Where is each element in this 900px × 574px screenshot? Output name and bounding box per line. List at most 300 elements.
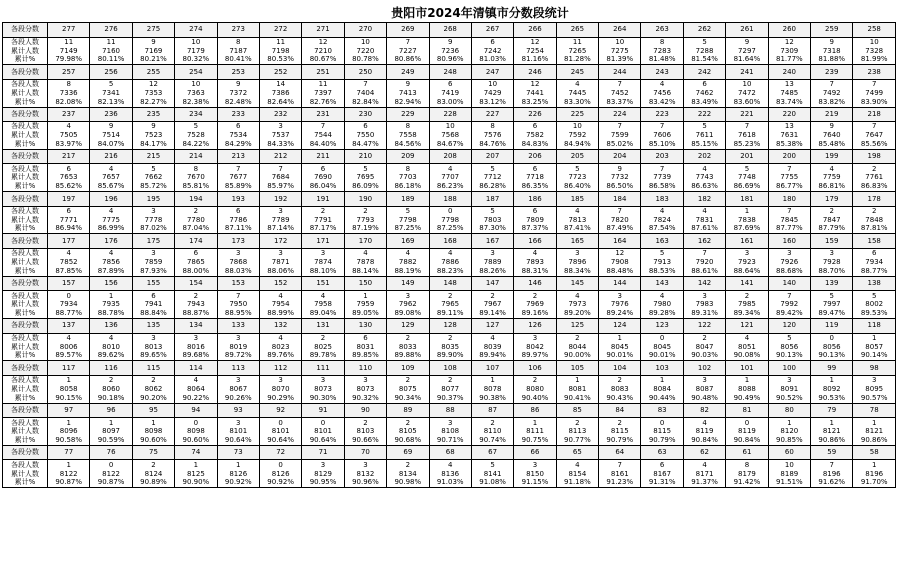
data-row-labels — [3, 460, 48, 488]
stat-cell — [768, 375, 810, 403]
count-value: 1 — [490, 376, 495, 385]
percent-value: 86.63% — [691, 182, 718, 191]
score-cell: 140 — [768, 276, 810, 291]
cumulative-value: 8115 — [653, 427, 672, 436]
percent-value: 90.29% — [267, 393, 294, 402]
score-cell: 201 — [726, 149, 768, 164]
percent-value: 90.14% — [860, 351, 888, 360]
percent-value: 89.97% — [521, 351, 549, 360]
stat-cell — [556, 37, 598, 65]
count-value: 3 — [405, 291, 411, 300]
stat-cell — [599, 333, 641, 361]
stat-cell — [514, 206, 556, 234]
percent-value: 90.37% — [436, 393, 464, 402]
stat-cell — [599, 418, 641, 446]
score-cell: 213 — [217, 149, 259, 164]
stat-cell — [48, 460, 90, 488]
score-header-label: 各段分数 — [3, 23, 48, 38]
score-cell: 149 — [387, 276, 429, 291]
cumulative-value: 8070 — [271, 384, 290, 393]
percent-value: 82.38% — [182, 97, 210, 106]
cumulative-value: 7935 — [102, 300, 120, 309]
count-value: 7 — [236, 164, 241, 173]
score-cell: 232 — [259, 107, 301, 122]
percent-value: 85.38% — [775, 139, 803, 148]
cumulative-value: 7528 — [186, 131, 205, 140]
stat-cell — [175, 206, 217, 234]
cumulative-value: 7780 — [186, 215, 205, 224]
stat-cell — [259, 206, 301, 234]
count-value: 9 — [108, 122, 114, 131]
cumulative-value: 7640 — [822, 131, 841, 140]
count-value: 1 — [151, 418, 156, 427]
score-cell: 174 — [175, 234, 217, 249]
cumulative-value: 7856 — [102, 258, 120, 267]
stat-cell — [641, 37, 683, 65]
label-count: 各段人数 — [11, 80, 39, 89]
stat-cell — [641, 164, 683, 192]
score-cell: 240 — [768, 65, 810, 80]
score-cell: 252 — [259, 65, 301, 80]
count-value: 3 — [787, 249, 792, 258]
cumulative-value: 7550 — [356, 131, 375, 140]
score-header-label: 各段分数 — [3, 149, 48, 164]
percent-value: 80.67% — [309, 55, 337, 64]
cumulative-value: 8056 — [822, 342, 841, 351]
score-cell: 79 — [811, 403, 853, 418]
stat-cell — [514, 164, 556, 192]
score-cell: 226 — [514, 107, 556, 122]
cumulative-value: 7283 — [653, 46, 672, 55]
stat-cell — [641, 418, 683, 446]
stat-cell — [259, 122, 301, 150]
percent-value: 90.38% — [479, 393, 506, 402]
percent-value: 91.31% — [648, 478, 676, 487]
cumulative-value: 7848 — [865, 215, 884, 224]
score-cell: 125 — [556, 319, 598, 334]
stat-cell — [344, 460, 386, 488]
score-cell: 255 — [132, 65, 174, 80]
percent-value: 90.64% — [267, 435, 294, 444]
stat-cell — [811, 418, 853, 446]
percent-value: 83.82% — [818, 97, 846, 106]
percent-value: 79.98% — [55, 55, 83, 64]
cumulative-value: 8092 — [822, 384, 841, 393]
cumulative-value: 8045 — [653, 342, 672, 351]
score-cell: 170 — [344, 234, 386, 249]
cumulative-value: 8025 — [314, 342, 332, 351]
cumulative-value: 8150 — [526, 469, 544, 478]
score-cell: 189 — [387, 192, 429, 207]
score-cell: 222 — [683, 107, 725, 122]
count-value: 1 — [871, 418, 877, 427]
count-value: 1 — [659, 376, 665, 385]
score-cell: 60 — [768, 445, 810, 460]
cumulative-value: 8154 — [568, 469, 587, 478]
stat-cell — [726, 206, 768, 234]
cumulative-value: 8124 — [144, 469, 163, 478]
label-count: 各段人数 — [11, 164, 39, 173]
cumulative-value: 8196 — [822, 469, 841, 478]
stat-cell — [768, 248, 810, 276]
score-cell: 108 — [429, 361, 471, 376]
count-value: 3 — [193, 333, 199, 342]
stat-cell — [175, 291, 217, 319]
stat-cell — [429, 164, 471, 192]
cumulative-value: 7662 — [144, 173, 163, 182]
score-cell: 228 — [429, 107, 471, 122]
score-cell: 194 — [175, 192, 217, 207]
cumulative-value: 7824 — [653, 215, 672, 224]
score-cell: 180 — [768, 192, 810, 207]
cumulative-value: 7908 — [610, 258, 629, 267]
count-value: 6 — [447, 80, 453, 89]
count-value: 0 — [108, 460, 114, 469]
percent-value: 90.86% — [818, 435, 846, 444]
count-value: 1 — [236, 460, 241, 469]
cumulative-value: 7198 — [271, 46, 290, 55]
score-cell: 175 — [132, 234, 174, 249]
score-header-label: 各段分数 — [3, 319, 48, 334]
score-header-label: 各段分数 — [3, 234, 48, 249]
stat-cell — [471, 248, 513, 276]
cumulative-value: 8035 — [441, 342, 460, 351]
score-cell: 208 — [429, 149, 471, 164]
label-count: 各段人数 — [11, 291, 39, 300]
percent-value: 87.93% — [140, 266, 167, 275]
count-value: 7 — [617, 80, 622, 89]
count-value: 3 — [278, 207, 283, 216]
cumulative-value: 8064 — [186, 384, 205, 393]
cumulative-value: 7210 — [314, 46, 332, 55]
percent-value: 86.83% — [860, 182, 888, 191]
percent-value: 87.25% — [436, 224, 464, 233]
cumulative-value: 7980 — [653, 300, 672, 309]
score-cell: 117 — [48, 361, 90, 376]
stat-cell — [514, 291, 556, 319]
score-cell: 230 — [344, 107, 386, 122]
cumulative-value: 7965 — [441, 300, 460, 309]
count-value: 7 — [405, 37, 411, 46]
stat-cell — [471, 291, 513, 319]
percent-value: 80.53% — [267, 55, 294, 64]
count-value: 8 — [405, 122, 411, 131]
label-count: 各段人数 — [11, 418, 39, 427]
percent-value: 82.27% — [140, 97, 167, 106]
count-value: 1 — [744, 207, 750, 216]
score-header-row — [3, 23, 896, 38]
count-value: 3 — [278, 376, 283, 385]
percent-value: 85.62% — [55, 182, 83, 191]
cumulative-value: 7456 — [653, 88, 672, 97]
stat-cell — [514, 418, 556, 446]
percent-value: 88.19% — [394, 266, 422, 275]
count-value: 5 — [193, 122, 199, 131]
count-value: 4 — [278, 333, 283, 342]
count-value: 12 — [149, 80, 158, 89]
percent-value: 89.85% — [352, 351, 379, 360]
percent-value: 87.04% — [182, 224, 210, 233]
score-cell: 71 — [302, 445, 344, 460]
percent-value: 81.03% — [479, 55, 506, 64]
stat-cell — [429, 248, 471, 276]
score-cell: 256 — [90, 65, 132, 80]
stat-cell — [853, 333, 896, 361]
percent-value: 91.08% — [479, 478, 506, 487]
cumulative-value: 7820 — [610, 215, 629, 224]
cumulative-value: 7611 — [695, 131, 714, 140]
stat-cell — [344, 37, 386, 65]
count-value: 12 — [318, 37, 328, 46]
count-value: 9 — [617, 164, 622, 173]
percent-value: 87.37% — [521, 224, 549, 233]
cumulative-value: 8013 — [144, 342, 163, 351]
percent-value: 91.03% — [436, 478, 464, 487]
cumulative-value: 8171 — [695, 469, 714, 478]
stat-cell — [259, 37, 301, 65]
count-value: 2 — [490, 418, 495, 427]
stat-cell — [768, 418, 810, 446]
score-cell: 172 — [259, 234, 301, 249]
data-row — [3, 79, 896, 107]
percent-value: 82.48% — [224, 97, 252, 106]
stat-cell — [683, 248, 725, 276]
cumulative-value: 8096 — [59, 427, 78, 436]
stat-cell — [175, 418, 217, 446]
score-cell: 77 — [48, 445, 90, 460]
stat-cell — [175, 79, 217, 107]
stat-cell — [344, 418, 386, 446]
stat-cell — [387, 460, 429, 488]
stat-cell — [471, 37, 513, 65]
data-row-labels — [3, 248, 48, 276]
count-value: 11 — [276, 37, 286, 46]
count-value: 10 — [784, 460, 794, 469]
stat-cell — [768, 333, 810, 361]
count-value: 3 — [320, 460, 326, 469]
count-value: 3 — [278, 249, 283, 258]
cumulative-value: 7732 — [610, 173, 629, 182]
count-value: 2 — [575, 418, 580, 427]
percent-value: 90.44% — [648, 393, 676, 402]
percent-value: 91.70% — [860, 478, 888, 487]
count-value: 2 — [320, 333, 326, 342]
cumulative-value: 8126 — [229, 469, 248, 478]
cumulative-value: 7492 — [822, 88, 841, 97]
percent-value: 89.20% — [564, 309, 591, 318]
data-row-labels — [3, 418, 48, 446]
count-value: 8 — [659, 37, 665, 46]
percent-value: 87.41% — [564, 224, 591, 233]
percent-value: 83.12% — [479, 97, 506, 106]
cumulative-value: 7703 — [398, 173, 417, 182]
percent-value: 86.23% — [436, 182, 464, 191]
cumulative-value: 7441 — [526, 88, 544, 97]
cumulative-value: 7793 — [356, 215, 375, 224]
count-value: 2 — [320, 207, 326, 216]
cumulative-value: 8031 — [356, 342, 375, 351]
percent-value: 85.23% — [733, 139, 761, 148]
stat-cell — [217, 206, 259, 234]
count-value: 3 — [617, 291, 622, 300]
count-value: 5 — [490, 164, 495, 173]
stat-cell — [514, 333, 556, 361]
score-header-label: 各段分数 — [3, 361, 48, 376]
cumulative-value: 7718 — [526, 173, 544, 182]
stat-cell — [811, 122, 853, 150]
percent-value: 83.60% — [733, 97, 761, 106]
stat-cell — [471, 164, 513, 192]
count-value: 4 — [108, 207, 114, 216]
count-value: 4 — [66, 249, 71, 258]
count-value: 5 — [108, 80, 114, 89]
count-value: 2 — [702, 333, 707, 342]
data-row-labels — [3, 164, 48, 192]
cumulative-value: 7462 — [695, 88, 714, 97]
count-value: 2 — [363, 207, 368, 216]
count-value: 6 — [320, 164, 326, 173]
cumulative-value: 8084 — [653, 384, 672, 393]
score-cell: 89 — [387, 403, 429, 418]
score-cell: 153 — [217, 276, 259, 291]
percent-value: 90.86% — [860, 435, 888, 444]
score-cell: 74 — [175, 445, 217, 460]
percent-value: 86.94% — [55, 224, 83, 233]
score-cell: 258 — [853, 23, 896, 38]
score-cell: 164 — [599, 234, 641, 249]
cumulative-value: 8111 — [526, 427, 544, 436]
count-value: 12 — [784, 37, 794, 46]
stat-cell — [641, 291, 683, 319]
percent-value: 83.30% — [564, 97, 591, 106]
stat-cell — [768, 460, 810, 488]
score-cell: 162 — [683, 234, 725, 249]
count-value: 0 — [829, 333, 834, 342]
cumulative-value: 7950 — [229, 300, 248, 309]
stat-cell — [811, 333, 853, 361]
count-value: 4 — [702, 207, 707, 216]
percent-value: 90.40% — [521, 393, 549, 402]
cumulative-value: 7958 — [314, 300, 332, 309]
stat-cell — [132, 375, 174, 403]
score-cell: 203 — [641, 149, 683, 164]
percent-value: 88.77% — [860, 266, 888, 275]
stat-cell — [556, 460, 598, 488]
count-value: 4 — [447, 460, 453, 469]
cumulative-value: 8091 — [780, 384, 799, 393]
percent-value: 90.74% — [479, 435, 506, 444]
score-cell: 218 — [853, 107, 896, 122]
count-value: 1 — [617, 333, 622, 342]
score-cell: 151 — [302, 276, 344, 291]
stat-cell — [217, 291, 259, 319]
count-value: 3 — [447, 418, 453, 427]
cumulative-value: 7983 — [695, 300, 714, 309]
percent-value: 90.58% — [55, 435, 83, 444]
cumulative-value: 7712 — [483, 173, 502, 182]
label-percent: 累计% — [14, 351, 36, 360]
count-value: 13 — [784, 122, 794, 131]
percent-value: 88.61% — [691, 266, 718, 275]
percent-value: 80.11% — [97, 55, 125, 64]
cumulative-value: 7363 — [186, 88, 205, 97]
score-cell: 84 — [599, 403, 641, 418]
cumulative-value: 7889 — [483, 258, 502, 267]
count-value: 2 — [532, 376, 538, 385]
count-value: 1 — [532, 418, 538, 427]
count-value: 11 — [318, 80, 328, 89]
stat-cell — [302, 375, 344, 403]
score-cell: 269 — [387, 23, 429, 38]
cumulative-value: 8051 — [738, 342, 756, 351]
cumulative-value: 8062 — [144, 384, 163, 393]
score-cell: 196 — [90, 192, 132, 207]
cumulative-value: 7941 — [144, 300, 163, 309]
percent-value: 82.76% — [309, 97, 337, 106]
percent-value: 89.68% — [182, 351, 210, 360]
count-value: 4 — [490, 333, 495, 342]
cumulative-value: 7943 — [186, 300, 205, 309]
cumulative-value: 8132 — [356, 469, 375, 478]
score-cell: 73 — [217, 445, 259, 460]
percent-value: 85.10% — [648, 139, 676, 148]
stat-cell — [259, 248, 301, 276]
percent-value: 89.57% — [55, 351, 83, 360]
data-row — [3, 375, 896, 403]
data-row — [3, 206, 896, 234]
score-cell: 148 — [429, 276, 471, 291]
count-value: 4 — [575, 460, 580, 469]
score-cell: 135 — [132, 319, 174, 334]
score-cell: 249 — [387, 65, 429, 80]
percent-value: 87.54% — [648, 224, 676, 233]
stat-cell — [344, 375, 386, 403]
percent-value: 90.60% — [140, 435, 167, 444]
score-cell: 104 — [599, 361, 641, 376]
stat-cell — [641, 375, 683, 403]
stat-cell — [853, 291, 896, 319]
percent-value: 90.34% — [394, 393, 422, 402]
count-value: 8 — [490, 122, 495, 131]
score-cell: 273 — [217, 23, 259, 38]
stat-cell — [853, 206, 896, 234]
cumulative-value: 8045 — [610, 342, 629, 351]
score-cell: 129 — [387, 319, 429, 334]
label-count: 各段人数 — [11, 249, 39, 258]
score-cell: 107 — [471, 361, 513, 376]
score-cell: 113 — [217, 361, 259, 376]
score-cell: 193 — [217, 192, 259, 207]
score-cell: 272 — [259, 23, 301, 38]
cumulative-value: 8105 — [398, 427, 417, 436]
cumulative-value: 8010 — [102, 342, 120, 351]
cumulative-value: 7761 — [865, 173, 884, 182]
cumulative-value: 8075 — [398, 384, 417, 393]
stat-cell — [90, 164, 132, 192]
cumulative-value: 7923 — [738, 258, 756, 267]
cumulative-value: 8073 — [314, 384, 332, 393]
cumulative-value: 7684 — [271, 173, 290, 182]
percent-value: 90.13% — [818, 351, 846, 360]
count-value: 3 — [702, 291, 707, 300]
score-cell: 277 — [48, 23, 90, 38]
cumulative-value: 8122 — [102, 469, 120, 478]
percent-value: 90.89% — [140, 478, 167, 487]
percent-value: 85.89% — [224, 182, 252, 191]
percent-value: 91.15% — [521, 478, 549, 487]
percent-value: 88.00% — [182, 266, 210, 275]
score-cell: 114 — [175, 361, 217, 376]
